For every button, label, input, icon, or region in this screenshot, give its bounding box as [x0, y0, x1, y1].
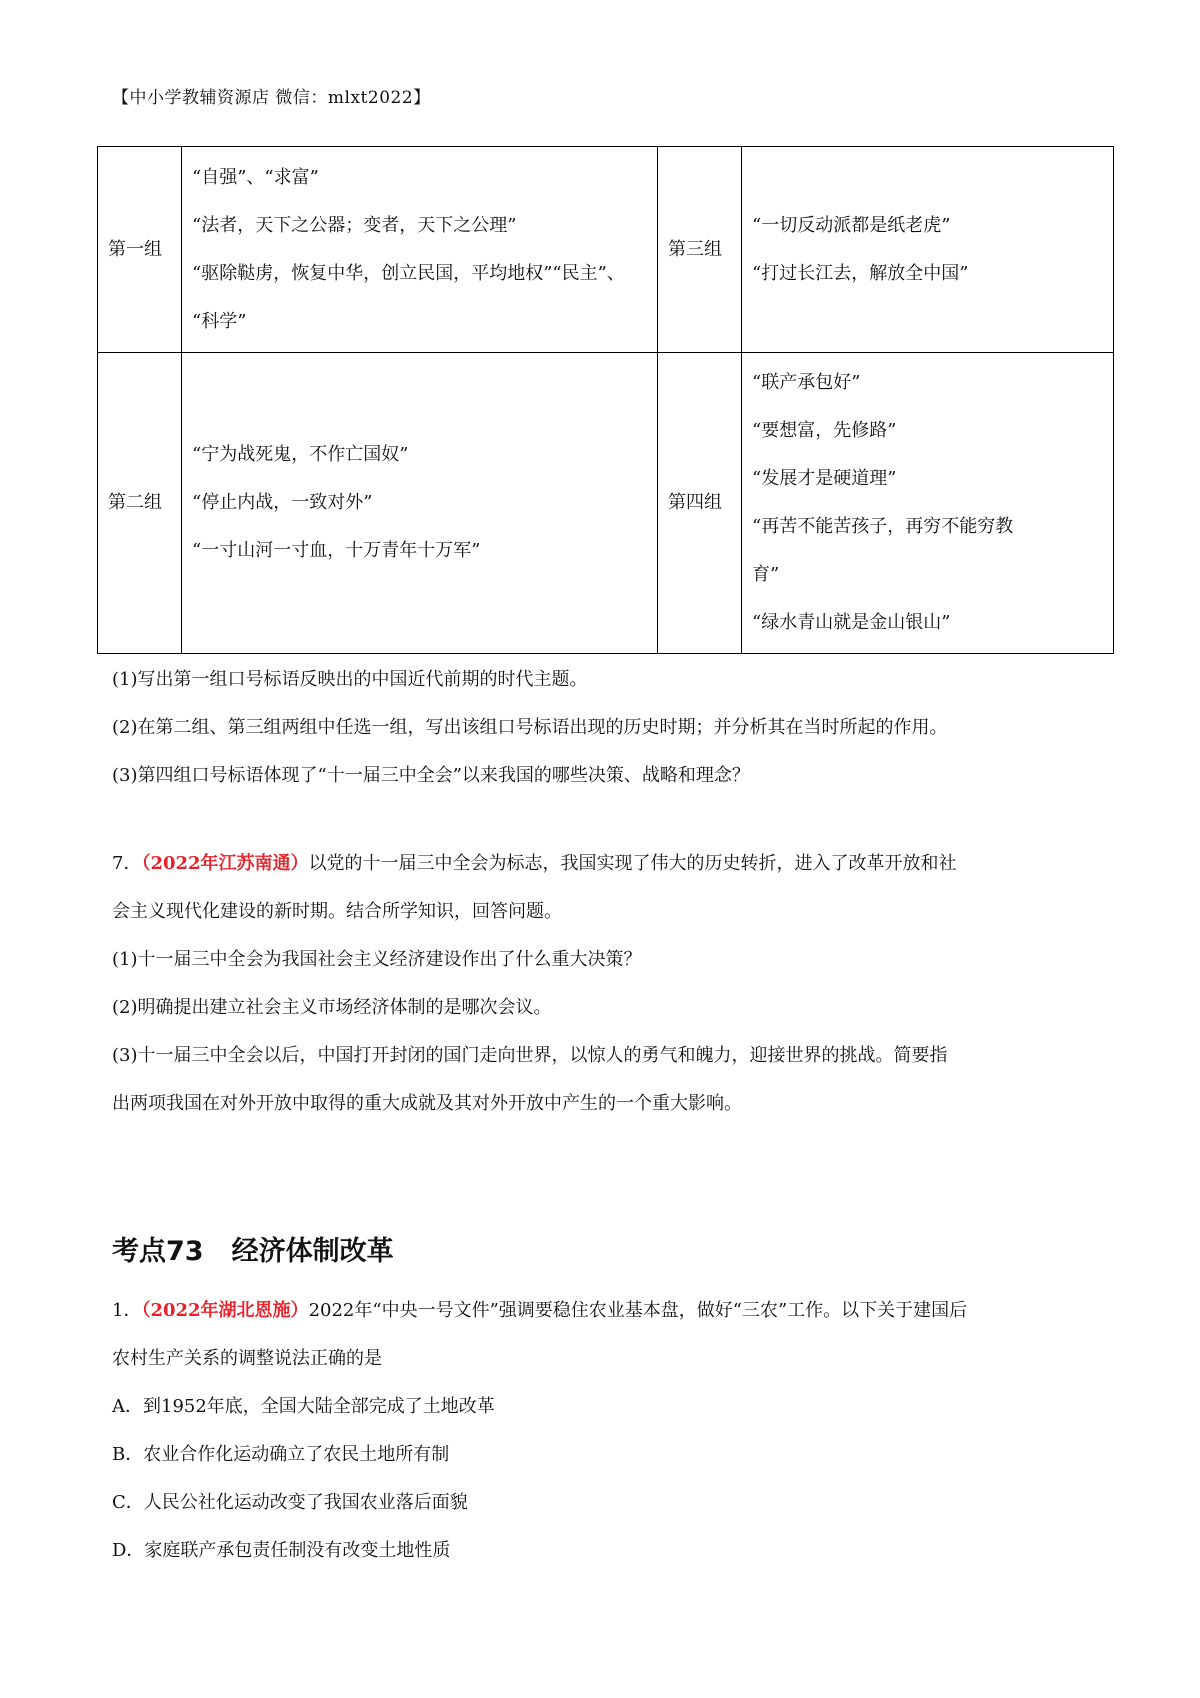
- section-heading: [112, 1232, 394, 1272]
- slogan-line: “打过长江去，解放全中国”: [752, 262, 969, 284]
- slogan-line: “法者，天下之公器；变者，天下之公理”: [192, 214, 517, 236]
- slogan-line: “要想富，先修路”: [752, 420, 897, 441]
- subquestion: (2)在第二组、第三组两组中任选一组，写出该组口号标语出现的历史时期；并分析其在当时所起的作用。: [112, 717, 948, 738]
- question-number: 7．: [112, 853, 142, 874]
- option-c: C．人民公社化运动改变了我国农业落后面貌: [112, 1492, 468, 1513]
- slogan-line: “一切反动派都是纸老虎”: [752, 214, 951, 236]
- question-stem: [112, 840, 1102, 888]
- slogan-line: “宁为战死鬼，不作亡国奴”: [192, 444, 409, 465]
- group3-label: 第三组: [658, 147, 742, 353]
- slogan-line: “自强”、“求富”: [192, 166, 319, 188]
- section-number: 考点73: [112, 1236, 204, 1267]
- table-row: [98, 147, 1114, 353]
- question-number: 1．: [112, 1300, 142, 1321]
- group3-slogans: [742, 147, 1114, 353]
- slogan-line: “停止内战，一致对外”: [192, 492, 373, 513]
- question-7: [112, 840, 1102, 1128]
- section-title: 经济体制改革: [231, 1236, 394, 1267]
- question-source: （2022年江苏南通）: [141, 853, 309, 874]
- slogan-line: “一寸山河一寸血，十万青年十万军”: [192, 540, 481, 561]
- table-row: [98, 353, 1114, 654]
- subquestion: (1)写出第一组口号标语反映出的中国近代前期的时代主题。: [112, 669, 588, 690]
- slogan-line: 育”: [752, 564, 780, 585]
- page-header: 【中小学教辅资源店 微信：mlxt2022】: [112, 88, 431, 108]
- slogan-line: “驱除鞑虏，恢复中华，创立民国，平均地权”“民主”、: [192, 262, 625, 284]
- stem-text: 2022年“中央一号文件”强调要稳住农业基本盘，做好“三农”工作。以下关于建国后: [308, 1300, 968, 1321]
- subquestion: (3)十一届三中全会以后，中国打开封闭的国门走向世界，以惊人的勇气和魄力，迎接世界的挑战。简要指: [112, 1045, 948, 1066]
- group1-label: 第一组: [98, 147, 182, 353]
- q6-subquestions: [112, 656, 1102, 800]
- stem-continuation: 会主义现代化建设的新时期。结合所学知识，回答问题。: [112, 901, 562, 922]
- subquestion: (3)第四组口号标语体现了“十一届三中全会”以来我国的哪些决策、战略和理念？: [112, 765, 750, 786]
- slogan-line: “再苦不能苦孩子，再穷不能穷教: [752, 516, 1014, 537]
- question-stem: [112, 1287, 1102, 1335]
- stem-text: 以党的十一届三中全会为标志，我国实现了伟大的历史转折，进入了改革开放和社: [308, 853, 957, 874]
- group1-slogans: [182, 147, 658, 353]
- subquestion-continuation: 出两项我国在对外开放中取得的重大成就及其对外开放中产生的一个重大影响。: [112, 1093, 742, 1114]
- option-b: B．农业合作化运动确立了农民土地所有制: [112, 1444, 450, 1465]
- slogan-line: “科学”: [192, 310, 247, 332]
- question-1: [112, 1287, 1102, 1575]
- question-source: （2022年湖北恩施）: [141, 1300, 309, 1321]
- slogan-line: “绿水青山就是金山银山”: [752, 612, 951, 633]
- group4-slogans: [742, 353, 1114, 654]
- option-a: A．到1952年底，全国大陆全部完成了土地改革: [112, 1396, 495, 1417]
- slogan-line: “联产承包好”: [752, 372, 861, 393]
- subquestion: (2)明确提出建立社会主义市场经济体制的是哪次会议。: [112, 997, 552, 1018]
- slogan-line: “发展才是硬道理”: [752, 468, 897, 489]
- slogan-table: [97, 146, 1114, 654]
- option-d: D．家庭联产承包责任制没有改变土地性质: [112, 1540, 451, 1561]
- group4-label: 第四组: [658, 353, 742, 654]
- group2-slogans: [182, 353, 658, 654]
- stem-continuation: 农村生产关系的调整说法正确的是: [112, 1348, 382, 1369]
- group2-label: 第二组: [98, 353, 182, 654]
- subquestion: (1)十一届三中全会为我国社会主义经济建设作出了什么重大决策？: [112, 949, 642, 970]
